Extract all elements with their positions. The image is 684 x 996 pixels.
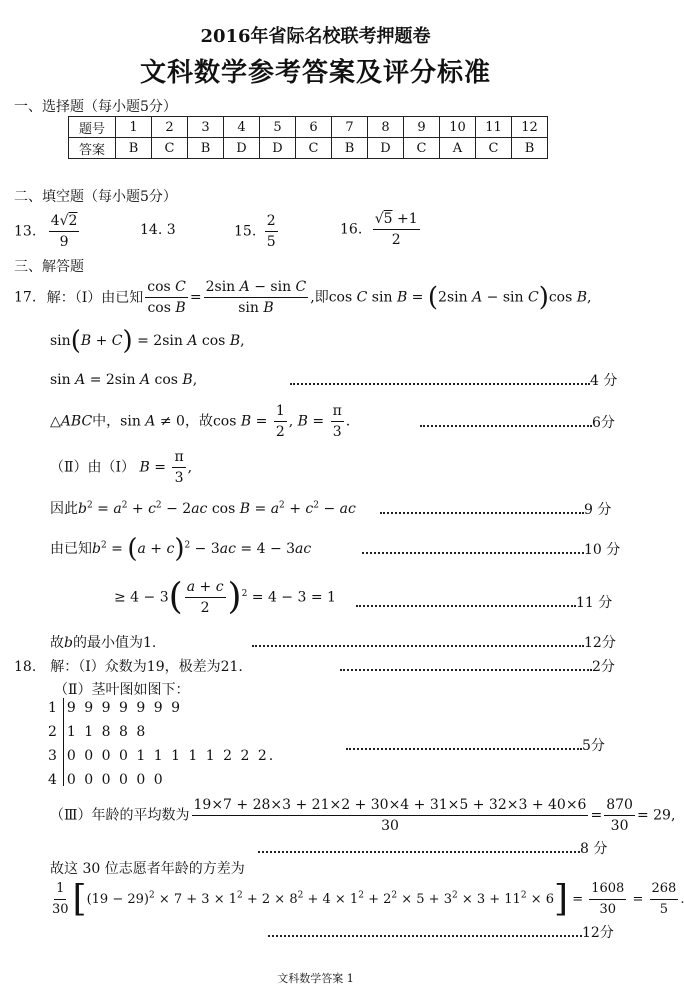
- question-number: 2: [152, 117, 188, 138]
- q18-line1: 18. 解：（Ⅰ）众数为19，极差为21.: [14, 659, 243, 675]
- answer-cell: D: [260, 138, 296, 159]
- answer-cell: B: [188, 138, 224, 159]
- page-footer: 文科数学答案 1: [277, 972, 354, 985]
- q17-line6: 因此$b^2 = a^2 + c^2 - 2ac$ $\cos B = a^2 + c^2$ − ac: [50, 500, 356, 517]
- answer-cell: C: [152, 138, 188, 159]
- q17-score-4: 4 分: [290, 370, 617, 390]
- question-number: 11: [476, 117, 512, 138]
- answer-14: 14. 3: [140, 222, 176, 238]
- q17-score-10: 10 分: [362, 539, 620, 559]
- question-number: 10: [440, 117, 476, 138]
- q17-score-12: 12分: [252, 632, 616, 652]
- answer-cell: C: [296, 138, 332, 159]
- q18-part2: （Ⅱ）茎叶图如图下：: [54, 682, 190, 698]
- q17-score-11: 11 分: [356, 592, 612, 612]
- question-number: 9: [404, 117, 440, 138]
- row-label-answer: 答案: [69, 138, 116, 159]
- q17-score-9: 9 分: [380, 499, 611, 519]
- q18-score-5: 5分: [346, 735, 605, 755]
- answer-13: 13. $\frac{4√2}{9}$: [14, 213, 78, 250]
- answer-cell: C: [476, 138, 512, 159]
- answer-cell: D: [368, 138, 404, 159]
- stem-row-1: 1 9 9 9 9 9 9 9: [48, 700, 182, 716]
- q17-line1: 17. 解：（Ⅰ）由已知 $\frac{\text{cos C}}{\text{cos B}}$ = $\frac{\text{2sin A − sin C}}{\text{sin B}}$ ,即cos C sin B = (2sin A − sin C)cos B,: [14, 279, 592, 316]
- answer-cell: B: [332, 138, 368, 159]
- question-number: 7: [332, 117, 368, 138]
- question-number: 4: [224, 117, 260, 138]
- answer-table-answer-row: [69, 138, 548, 159]
- question-number: 8: [368, 117, 404, 138]
- answer-15: 15. $\frac{2}{5}$: [234, 213, 276, 250]
- stem-row-3: 3 0 0 0 0 1 1 1 1 1 2 2 2.: [48, 748, 276, 764]
- q18-variance: $\frac{1}{30}$ $[(19 - 29)^2 \times 7 + 3 \times 1^2 + 2 \times 8^2 + 4 \times 1^2 + 2^2 \times 5 + 3^2 \times 3 + 11^2 \times 6]$ = $\frac{1608}{30}$ = $\frac{268}{5}$: [52, 878, 677, 920]
- stem-row-4: 4 0 0 0 0 0 0: [48, 772, 165, 788]
- q17-line9: 故b的最小值为1.: [50, 635, 157, 651]
- q17-score-6: 6分: [420, 412, 615, 432]
- answer-16: 16. $\frac{√5 +1}{2}$: [340, 211, 418, 248]
- answer-cell: D: [224, 138, 260, 159]
- q17-line3: sin A = 2sin A cos B,: [50, 372, 198, 388]
- answer-table-number-row: [69, 117, 548, 138]
- q18-score-8: 8 分: [258, 838, 607, 858]
- answer-cell: B: [116, 138, 152, 159]
- stem-row-2: 2 1 1 8 8 8: [48, 724, 148, 740]
- section3-heading: 三、解答题: [14, 259, 84, 275]
- row-label-question: 题号: [69, 117, 116, 138]
- q17-line8: ≥ 4 − 3( $\frac{a + c}{2}$ )$^2$ = 4 − 3 = 1: [114, 576, 336, 618]
- question-number: 1: [116, 117, 152, 138]
- q17-line4: △ABC中，sin A ≠ 0，故cos B = $\frac{1}{2}$ , B = $\frac{\pi}{3}$ .: [50, 403, 351, 440]
- q17-line2: sin(B + C) = 2sin A cos B,: [50, 326, 245, 356]
- q18-variance-intro: 故这 30 位志愿者年龄的方差为: [50, 861, 245, 877]
- question-number: 12: [512, 117, 548, 138]
- question-number: 6: [296, 117, 332, 138]
- q17-line7: 由已知$b^2 = (a + c)^2 - 3ac = 4 - 3ac$: [50, 534, 312, 564]
- answer-cell: B: [512, 138, 548, 159]
- answer-cell: C: [404, 138, 440, 159]
- q18-mean: （Ⅲ）年龄的平均数为 $\frac{19\times 7 + 28\times 3 + 21\times 2 + 30\times 4 + 31\times 5 + 32\times 3 + 40\times 6}{30}$ = $\frac{870}{30}$ = 29,: [50, 797, 676, 834]
- answer-table: [68, 116, 548, 159]
- title-line2: 文科数学参考答案及评分标准: [139, 58, 491, 88]
- section1-heading: 一、选择题（每小题5分）: [14, 99, 177, 115]
- answer-cell: A: [440, 138, 476, 159]
- question-number: 3: [188, 117, 224, 138]
- question-number: 5: [260, 117, 296, 138]
- q18-score-12: 12分: [268, 922, 614, 942]
- q17-line5: （Ⅱ）由（Ⅰ） B = $\frac{\pi}{3}$ ,: [50, 449, 193, 486]
- title-line1: 2016年省际名校联考押题卷: [200, 26, 431, 47]
- section2-heading: 二、填空题（每小题5分）: [14, 189, 177, 205]
- q18-score-2: 2分: [340, 656, 615, 676]
